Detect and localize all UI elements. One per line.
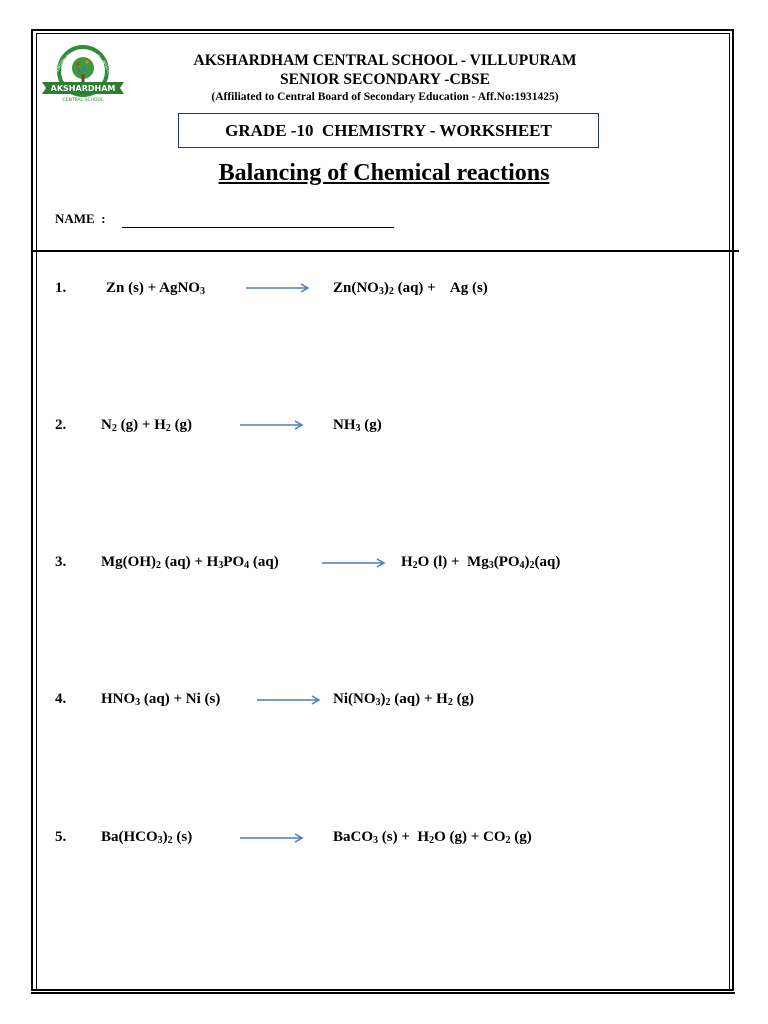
subscript: 2 bbox=[388, 286, 394, 297]
subscript: 3 bbox=[135, 697, 141, 708]
subscript: 2 bbox=[155, 560, 161, 571]
subscript: 3 bbox=[199, 286, 205, 297]
subscript: 2 bbox=[111, 423, 117, 434]
reaction-arrow-icon bbox=[246, 283, 312, 293]
school-level: SENIOR SECONDARY -CBSE bbox=[280, 71, 490, 88]
subscript: 3 bbox=[375, 697, 381, 708]
subscript: 3 bbox=[373, 835, 379, 846]
reaction-arrow-icon bbox=[240, 420, 306, 430]
subscript: 2 bbox=[447, 697, 453, 708]
subscript: 4 bbox=[244, 560, 250, 571]
name-input-line[interactable] bbox=[122, 227, 394, 228]
school-name: AKSHARDHAM CENTRAL SCHOOL - VILLUPURAM bbox=[193, 52, 577, 69]
logo-tree-trunk bbox=[82, 74, 85, 83]
subscript: 2 bbox=[412, 560, 418, 571]
products: $NH_3$ (g) bbox=[333, 417, 382, 434]
logo-dot bbox=[82, 67, 85, 70]
products: $H_2O$ $(l) + Mg_3(PO_4)_2(aq)$ bbox=[401, 554, 561, 571]
logo-dot bbox=[77, 69, 80, 72]
subscript: 2 bbox=[167, 835, 173, 846]
question-number: 1. bbox=[55, 280, 67, 296]
page-bottom-rule bbox=[31, 992, 735, 994]
subscript: 2 bbox=[505, 835, 511, 846]
subscript: 3 bbox=[378, 286, 384, 297]
products: $Zn(NO_3)_2$ (aq) + Ag (s) bbox=[333, 280, 488, 297]
school-logo bbox=[40, 38, 126, 104]
question-number: 5. bbox=[55, 829, 67, 845]
question-number: 3. bbox=[55, 554, 67, 570]
products: BaCO$_3$ $(s) + H_2O$ $(g) + CO_2$ (g) bbox=[333, 829, 532, 846]
reaction-arrow-icon bbox=[240, 833, 306, 843]
reaction-arrow-icon bbox=[257, 695, 323, 705]
reactants: $Ba(HCO_3)_2$ (s) bbox=[101, 829, 193, 846]
header-divider bbox=[31, 250, 739, 252]
subscript: 2 bbox=[429, 835, 435, 846]
reactants: $HNO_3$ (aq) + Ni (s) bbox=[101, 691, 221, 708]
reactants: $N_2$ $(g) + H_2$ (g) bbox=[101, 417, 193, 434]
subscript: 3 bbox=[157, 835, 163, 846]
school-affiliation: (Affiliated to Central Board of Secondary Education - Aff.No:1931425) bbox=[211, 91, 559, 103]
products: $Ni(NO_3)_2$ $(aq) + H_2$ (g) bbox=[333, 691, 475, 708]
subscript: 3 bbox=[218, 560, 224, 571]
reaction-arrow-icon bbox=[322, 558, 388, 568]
subscript: 3 bbox=[488, 560, 494, 571]
question-number: 4. bbox=[55, 691, 67, 707]
logo-dot bbox=[76, 62, 79, 65]
subscript: 3 bbox=[355, 423, 361, 434]
subscript: 4 bbox=[519, 560, 525, 571]
subscript: 2 bbox=[165, 423, 171, 434]
worksheet-title: Balancing of Chemical reactions bbox=[218, 160, 550, 186]
subscript: 2 bbox=[385, 697, 391, 708]
question-number: 2. bbox=[55, 417, 67, 433]
reactants: $Mg(OH)_2$ $(aq) + H_3PO_4$ (aq) bbox=[101, 554, 279, 571]
logo-dot bbox=[85, 60, 88, 63]
name-label: NAME : bbox=[55, 211, 106, 226]
logo-ring-text: KNOWLEDGE · WISDOM · WISDOM bbox=[54, 48, 113, 79]
logo-banner-text: AKSHARDHAM bbox=[50, 84, 116, 93]
logo-subtitle-text: CENTRAL SCHOOL bbox=[62, 98, 104, 103]
reactants: Zn (s) + AgNO$_3$ bbox=[106, 280, 205, 297]
subscript: 2 bbox=[529, 560, 535, 571]
grade-subject-box: GRADE -10 CHEMISTRY - WORKSHEET bbox=[178, 113, 599, 148]
